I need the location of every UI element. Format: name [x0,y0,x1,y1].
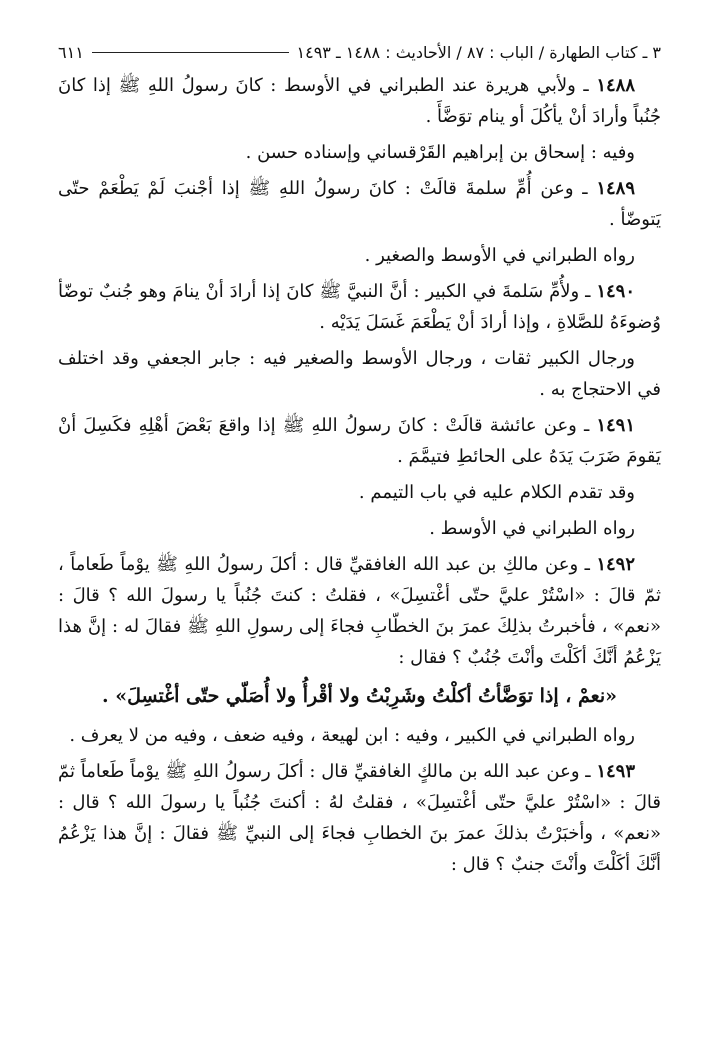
commentary [58,137,661,168]
running-header [58,30,661,62]
commentary [58,720,661,751]
hadith-number: ١٤٨٨ [596,75,635,96]
hadith-1491 [58,410,661,472]
commentary-text: وقد تقدم الكلام عليه في باب التيمم . [358,482,635,503]
hadith-text: ـ وعن عائشة قالَتْ : كانَ رسولُ اللهِ ﷺ إذا واقعَ بَعْضَ أهْلِهِ فكَسِلَ أنْ يَقومَ ضَرَبَ يَدَهُ على الحائطِ فتيمَّمَ . [58,415,661,467]
hadith-text: ـ وعن أُمِّ سلمةَ قالَتْ : كانَ رسولُ اللهِ ﷺ إذا أجْنبَ لَمْ يَطْعَمْ حتّى يَتوضّأ . [58,178,661,230]
commentary [58,477,661,508]
hadith-1488 [58,70,661,132]
hadith-text: ـ ولأبي هريرة عند الطبراني في الأوسط : كانَ رسولُ اللهِ ﷺ إذا كانَ جُنُباً وأرادَ أنْ يأكُلَ أو ينام توَضَّأَ . [58,75,661,127]
commentary [58,513,661,544]
commentary-text: ورجال الكبير ثقات ، ورجال الأوسط والصغير فيه : جابر الجعفي وقد اختلف في الاحتجاج به . [58,348,661,400]
hadith-text: ـ وعن عبد الله بن مالكٍ الغافقيِّ قال : أكلَ رسولُ اللهِ ﷺ يوْماً طَعاماً ثمّ قالَ : «اسْتُرْ عليَّ حتّى أغْتسِلَ» ، فقلتُ لهُ : أكنتَ جُنُباً يا رسولَ الله ؟ قال : «نعم» ، وأخبَرْتُ بذلكَ عمرَ بنَ الخطابِ فجاءَ إلى النبيِّ ﷺ فقالَ : إنَّ هذا يَزْعُمُ أنَّكَ أكَلْتَ وأنْتَ جنبٌ ؟ قال : [58,761,661,875]
hadith-text: ـ وعن مالكِ بن عبد الله الغافقيِّ قال : أكلَ رسولُ اللهِ ﷺ يوْماً طَعاماً ، ثمّ قالَ : «اسْتُرْ عليَّ حتّى أغْتسِلَ» ، فقلتُ : كنتَ جُنُباً يا رسولَ الله ؟ قالَ : «نعم» ، فأخبرتُ بذلِكَ عمرَ بنَ الخطّابِ فجاءَ إلى رسولِ اللهِ ﷺ فقالَ له : إنَّ هذا يَزْعُمُ أنَّكَ أكَلْتَ وأنْتَ جُنُبٌ ؟ فقال : [58,554,661,668]
hadith-number: ١٤٩١ [596,415,635,436]
hadith-number: ١٤٨٩ [596,178,635,199]
running-title: ٣ ـ كتاب الطهارة / الباب : ٨٧ / الأحاديث : ١٤٨٨ ـ ١٤٩٣ [296,43,661,62]
prophetic-quote [58,681,661,712]
hadith-1490 [58,276,661,338]
commentary-text: وفيه : إسحاق بن إبراهيم القَرْقساني وإسناده حسن . [245,142,635,163]
hadith-number: ١٤٩٠ [596,281,635,302]
commentary-text: رواه الطبراني في الكبير ، وفيه : ابن لهيعة ، وفيه ضعف ، وفيه من لا يعرف . [69,725,635,746]
hadith-number: ١٤٩٢ [596,554,635,575]
hadith-text: ـ ولأُمِّ سَلمةَ في الكبير : أنَّ النبيَّ ﷺ كانَ إذا أرادَ أنْ ينامَ وهو جُنبٌ توضّأ وُضوءَهُ للصَّلاةِ ، وإذا أرادَ أنْ يَطْعَمَ غَسَلَ يَدَيْه . [58,281,661,333]
quote-text: «نعمْ ، إذا توَضَّأتُ أكلْتُ وشَرِبْتُ ولا أقْرأُ ولا أُصَلّي حتّى أغْتسِلَ» . [102,685,617,707]
commentary-text: رواه الطبراني في الأوسط . [429,518,635,539]
page-body [58,70,661,880]
commentary [58,240,661,271]
page-number: ٦١١ [58,43,84,62]
hadith-number: ١٤٩٣ [596,761,635,782]
header-rule [92,52,289,53]
hadith-1492 [58,549,661,673]
commentary [58,343,661,405]
hadith-1489 [58,173,661,235]
hadith-1493 [58,756,661,880]
commentary-text: رواه الطبراني في الأوسط والصغير . [364,245,635,266]
